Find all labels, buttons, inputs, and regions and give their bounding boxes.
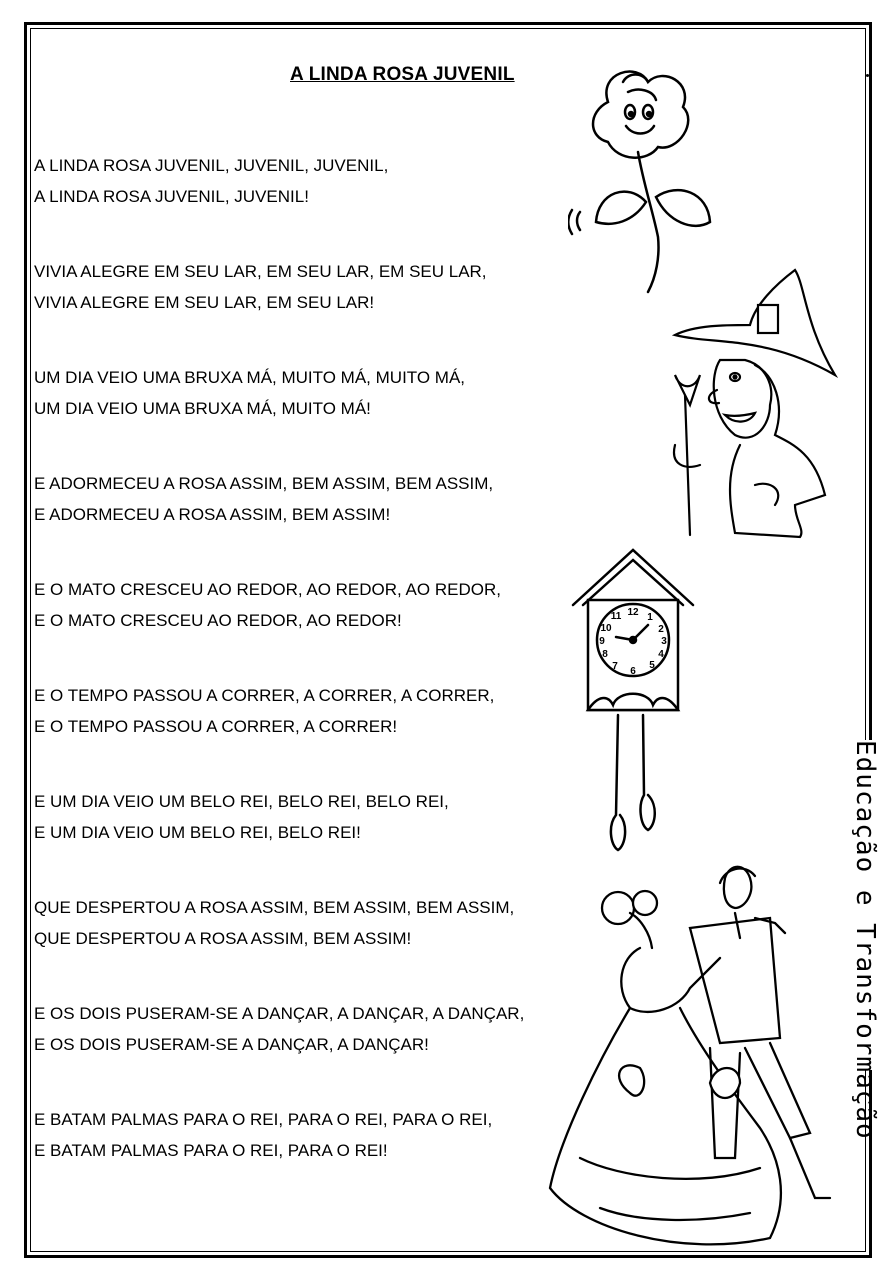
svg-text:9: 9 xyxy=(599,636,605,647)
lyric-line: VIVIA ALEGRE EM SEU LAR, EM SEU LAR, EM SEU LAR, xyxy=(34,262,487,281)
lyric-line: E UM DIA VEIO UM BELO REI, BELO REI, BELO REI, xyxy=(34,792,449,811)
svg-text:11: 11 xyxy=(610,611,622,622)
page-title: A LINDA ROSA JUVENIL xyxy=(290,64,515,85)
lyric-line: UM DIA VEIO UMA BRUXA MÁ, MUITO MÁ, MUITO MÁ, xyxy=(34,368,466,387)
svg-text:10: 10 xyxy=(600,623,612,634)
svg-text:8: 8 xyxy=(602,649,608,660)
witch-illustration xyxy=(655,265,840,545)
stanza xyxy=(34,1104,594,1166)
lyric-line: E ADORMECEU A ROSA ASSIM, BEM ASSIM, BEM ASSIM, xyxy=(34,474,494,493)
stanza xyxy=(34,998,594,1060)
lyric-line: VIVIA ALEGRE EM SEU LAR, EM SEU LAR! xyxy=(34,293,375,312)
stanza xyxy=(34,150,594,212)
lyric-line: E OS DOIS PUSERAM-SE A DANÇAR, A DANÇAR! xyxy=(34,1035,429,1054)
lyric-line: E ADORMECEU A ROSA ASSIM, BEM ASSIM! xyxy=(34,505,391,524)
lyric-line: E BATAM PALMAS PARA O REI, PARA O REI, PARA O REI, xyxy=(34,1110,493,1129)
lyric-line: E O MATO CRESCEU AO REDOR, AO REDOR, AO REDOR, xyxy=(34,580,501,599)
svg-text:1: 1 xyxy=(647,612,653,623)
lyric-line: A LINDA ROSA JUVENIL, JUVENIL! xyxy=(34,187,309,206)
rose-illustration xyxy=(568,62,718,298)
page-speck xyxy=(866,74,869,77)
svg-text:12: 12 xyxy=(627,607,639,618)
stanza xyxy=(34,256,594,318)
lyric-line: E BATAM PALMAS PARA O REI, PARA O REI! xyxy=(34,1141,388,1160)
lyric-line: UM DIA VEIO UMA BRUXA MÁ, MUITO MÁ! xyxy=(34,399,371,418)
svg-text:4: 4 xyxy=(658,649,664,660)
lyric-line: QUE DESPERTOU A ROSA ASSIM, BEM ASSIM! xyxy=(34,929,412,948)
dancing-couple-illustration xyxy=(540,858,840,1268)
lyric-line: E O TEMPO PASSOU A CORRER, A CORRER, A CORRER, xyxy=(34,686,495,705)
lyric-line: E O MATO CRESCEU AO REDOR, AO REDOR! xyxy=(34,611,402,630)
stanza xyxy=(34,362,594,424)
stanza xyxy=(34,680,594,742)
stanza xyxy=(34,574,594,636)
svg-text:5: 5 xyxy=(649,660,655,671)
side-label-text: Educação e Transformação xyxy=(850,740,880,1140)
cuckoo-clock-illustration xyxy=(568,545,698,855)
svg-text:7: 7 xyxy=(612,661,618,672)
stanza xyxy=(34,468,594,530)
lyric-line: E OS DOIS PUSERAM-SE A DANÇAR, A DANÇAR, A DANÇAR, xyxy=(34,1004,525,1023)
stanza xyxy=(34,892,594,954)
svg-text:6: 6 xyxy=(630,666,636,677)
lyric-line: QUE DESPERTOU A ROSA ASSIM, BEM ASSIM, BEM ASSIM, xyxy=(34,898,515,917)
stanza xyxy=(34,786,594,848)
svg-text:2: 2 xyxy=(658,624,664,635)
lyric-line: E UM DIA VEIO UM BELO REI, BELO REI! xyxy=(34,823,361,842)
svg-text:3: 3 xyxy=(661,636,667,647)
lyric-line: E O TEMPO PASSOU A CORRER, A CORRER! xyxy=(34,717,398,736)
lyrics-block xyxy=(34,150,594,1210)
side-label xyxy=(838,740,880,1140)
lyric-line: A LINDA ROSA JUVENIL, JUVENIL, JUVENIL, xyxy=(34,156,389,175)
